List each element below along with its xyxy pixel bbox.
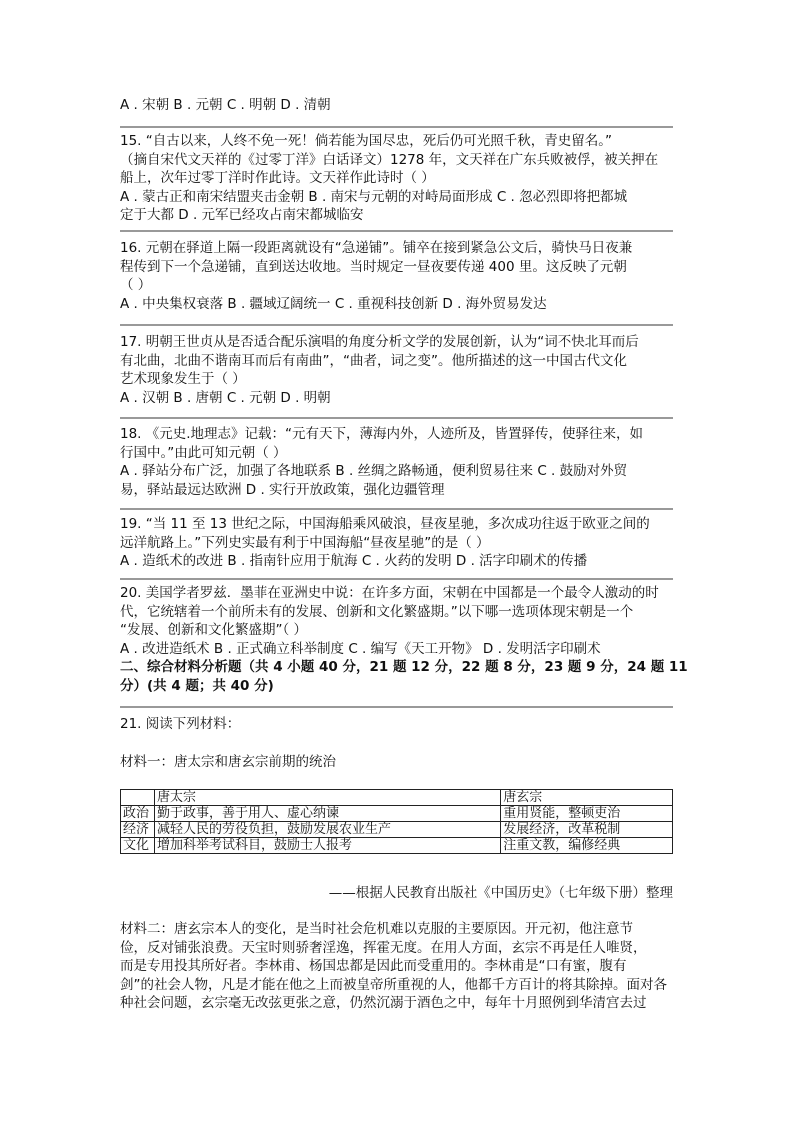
material2-line: 种社会问题，玄宗毫无改弦更张之意，仍然沉溺于酒色之中，每年十月照例到华清宫去过	[120, 995, 647, 1011]
q17-line: 有北曲，北曲不谐南耳而后有南曲”，“曲者，词之变”。他所描述的这一中国古代文化	[120, 352, 627, 369]
q18-options: 易，驿站最远达欧洲 D . 实行开放政策，强化边疆管理	[120, 481, 445, 498]
q15-line: （摘自宋代文天祥的《过零丁洋》白话译文）1278 年，文天祥在广东兵败被俘，被关押在	[120, 151, 659, 168]
question-20	[120, 584, 688, 695]
divider	[120, 706, 673, 708]
q17-line: 艺术现象发生于（ ）	[120, 371, 246, 387]
q19-line: 远洋航路上。”下列史实最有利于中国海船“昼夜星驰”的是（ ）	[120, 534, 490, 551]
material-1	[120, 753, 336, 772]
q17-line: 17. 明朝王世贞从是否适合配乐演唱的角度分析文学的发展创新，认为“词不快北耳而后	[120, 334, 639, 350]
table-cell: 勤于政事，善于用人、虚心纳谏	[154, 806, 500, 822]
table-cell: 重用贤能，整顿吏治	[501, 806, 673, 822]
table-cell: 发展经济，改革税制	[501, 822, 673, 838]
q21-intro: 21. 阅读下列材料：	[120, 716, 241, 732]
table-row	[121, 822, 673, 838]
q17-options: A . 汉朝 B . 唐朝 C . 元朝 D . 明朝	[120, 389, 331, 406]
table-row	[121, 838, 673, 854]
section-heading: 分）(共 4 题；共 40 分)	[120, 677, 274, 694]
question-15	[120, 132, 658, 225]
q19-options: A . 造纸术的改进 B . 指南针应用于航海 C . 火药的发明 D . 活字印刷术的传播	[120, 553, 588, 569]
comparison-table-wrap	[120, 789, 673, 854]
divider	[120, 578, 673, 580]
material1-title: 材料一：唐太宗和唐玄宗前期的统治	[120, 754, 336, 770]
material2-line: 俭，反对铺张浪费。天宝时则骄奢淫逸，挥霍无度。在用人方面，玄宗不再是任人唯贤，	[120, 939, 647, 956]
q14-options	[120, 96, 331, 115]
table-cell: 经济	[121, 822, 155, 838]
table-row	[121, 790, 673, 806]
q18-options: A . 驿站分布广泛，加强了各地联系 B . 丝绸之路畅通，便利贸易往来 C . 鼓励对外贸	[120, 463, 628, 479]
q18-line: 行国中。”由此可知元朝（ ）	[120, 444, 287, 461]
q14-options-text: A . 宋朝 B . 元朝 C . 明朝 D . 清朝	[120, 97, 331, 113]
divider	[120, 324, 673, 326]
table-cell: 政治	[121, 806, 155, 822]
q20-line: 代，它统辖着一个前所未有的发展、创新和文化繁盛期。”以下哪一选项体现宋朝是一个	[120, 603, 634, 620]
material2-line: 剑”的社会人物，凡是才能在他之上而被皇帝所重视的人，他都千方百计的将其除掉。面对各	[120, 976, 667, 993]
q15-options: 定于大都 D . 元军已经攻占南宋都城临安	[120, 207, 364, 223]
question-17	[120, 333, 639, 407]
q15-line: 船上，次年过零丁洋时作此诗。文天祥作此诗时（ ）	[120, 170, 435, 186]
q16-line: 程传到下一个急递铺，直到送达收地。当时规定一昼夜要传递 400 里。这反映了元朝	[120, 258, 627, 275]
material2-line: 而是专用投其所好者。李林甫、杨国忠都是因此而受重用的。李林甫是“口有蜜，腹有	[120, 958, 627, 974]
q20-line: “发展、创新和文化繁盛期”（ ）	[120, 622, 308, 638]
table-cell: 增加科举考试科目，鼓励士人报考	[154, 838, 500, 854]
table-cell: 唐太宗	[154, 790, 500, 806]
q19-line: 19. “当 11 至 13 世纪之际，中国海船乘风破浪，昼夜星驰，多次成功往返于欧亚之间的	[120, 516, 650, 532]
table-cell: 唐玄宗	[501, 790, 673, 806]
divider	[120, 417, 673, 419]
table-cell	[121, 790, 155, 806]
q15-options: A . 蒙古正和南宋结盟夹击金朝 B . 南宋与元朝的对峙局面形成 C . 忽必烈即将把都城	[120, 188, 628, 205]
divider	[120, 126, 673, 128]
q18-line: 18. 《元史.地理志》记载：“元有天下，薄海内外，人迹所及，皆置驿传，使驿往来，如	[120, 426, 644, 442]
question-18	[120, 425, 643, 499]
table-cell: 减轻人民的劳役负担，鼓励发展农业生产	[154, 822, 500, 838]
question-21	[120, 715, 240, 734]
question-19	[120, 515, 650, 571]
table-cell: 文化	[121, 838, 155, 854]
q20-line: 20. 美国学者罗兹．墨菲在亚洲史中说：在许多方面，宋朝在中国都是一个最令人激动的时	[120, 585, 659, 601]
q16-line: 16. 元朝在驿道上隔一段距离就设有“急递铺”。铺卒在接到紧急公文后，骑快马日夜兼	[120, 240, 633, 256]
material-2	[120, 920, 667, 1013]
divider	[120, 508, 673, 510]
q15-line: 15. “自古以来，人终不免一死！倘若能为国尽忠，死后仍可光照千秋，青史留名。”	[120, 133, 612, 149]
q16-line: （ ）	[120, 277, 152, 293]
q16-options: A . 中央集权衰落 B . 疆域辽阔统一 C . 重视科技创新 D . 海外贸易发达	[120, 295, 547, 312]
comparison-table	[120, 789, 673, 854]
question-16	[120, 239, 632, 313]
table-source: ——根据人民教育出版社《中国历史》（七年级下册）整理	[328, 885, 673, 901]
divider	[120, 230, 673, 232]
material2-line: 材料二：唐玄宗本人的变化，是当时社会危机难以克服的主要原因。开元初，他注意节	[120, 921, 633, 937]
table-source-wrap	[120, 884, 673, 903]
table-cell: 注重文教，编修经典	[501, 838, 673, 854]
q20-options: A . 改进造纸术 B . 正式确立科举制度 C . 编写《天工开物》 D . 发明活字印刷术	[120, 640, 601, 657]
table-row	[121, 806, 673, 822]
section-heading: 二、综合材料分析题（共 4 小题 40 分，21 题 12 分，22 题 8 分，23 题 9 分，24 题 11	[120, 659, 688, 675]
